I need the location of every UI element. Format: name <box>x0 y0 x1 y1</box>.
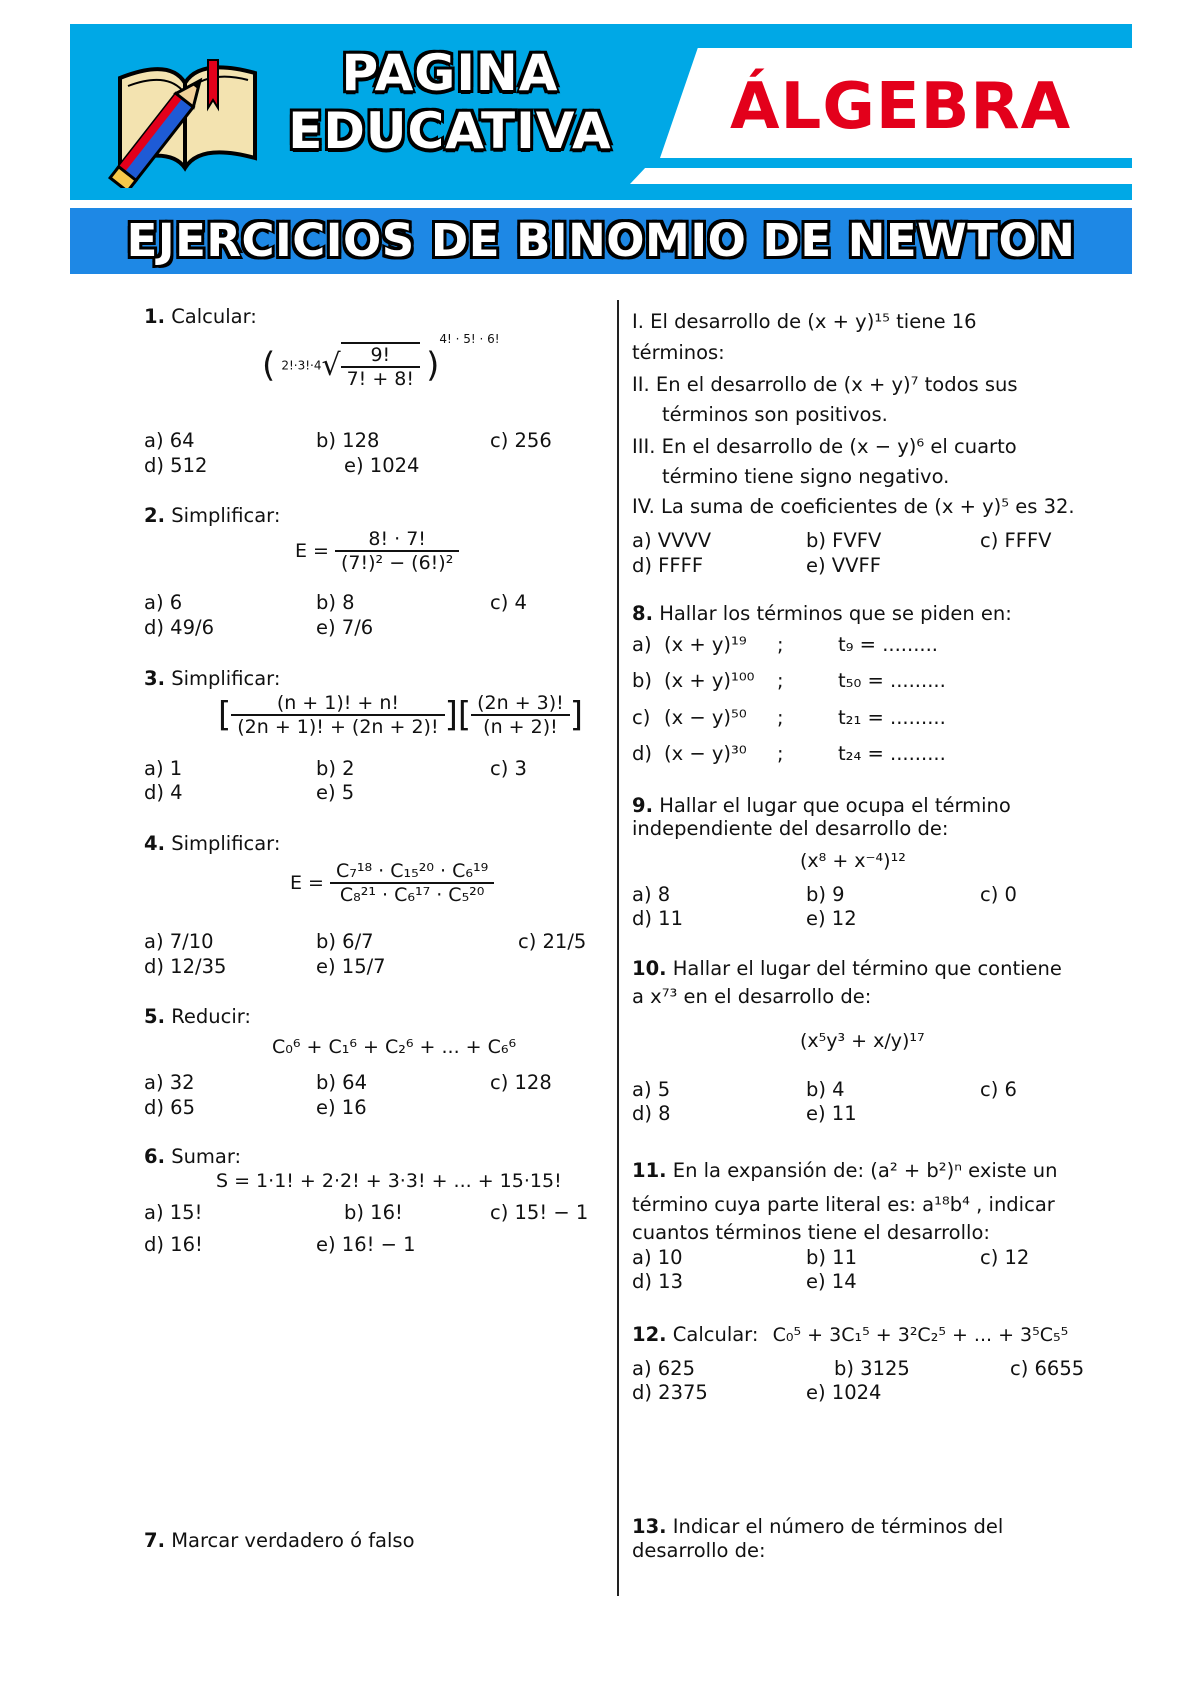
option-6a: a) 15! <box>144 1201 203 1224</box>
problem-text: En la expansión de: (a² + b²)ⁿ existe un <box>672 1159 1058 1182</box>
option-1a: a) 64 <box>144 429 195 452</box>
problem-number: 13. <box>632 1515 667 1538</box>
option-3d: d) 4 <box>144 781 183 804</box>
option-10c: c) 6 <box>980 1078 1017 1101</box>
option-4a: a) 7/10 <box>144 930 214 953</box>
bracket-close: ] <box>569 695 584 735</box>
numerator: C₇¹⁸ · C₁₅²⁰ · C₆¹⁹ <box>330 860 494 884</box>
option-3b: b) 2 <box>316 757 355 780</box>
book-pencil-logo-icon <box>90 38 275 188</box>
brand-line-2: EDUCATIVA <box>288 102 612 160</box>
problem-9-text-2: independiente del desarrollo de: <box>632 817 949 840</box>
option-12e: e) 1024 <box>806 1381 882 1404</box>
problem-text: Calcular: <box>171 305 257 328</box>
problem-text: Simplificar: <box>171 667 281 690</box>
problem-6-expression: S = 1·1! + 2·2! + 3·3! + ... + 15·15! <box>216 1170 562 1192</box>
problem-2-expression <box>295 528 459 574</box>
problem-text: Hallar los términos que se piden en: <box>659 602 1012 625</box>
fraction <box>341 342 420 390</box>
numerator: (n + 1)! + n! <box>231 692 444 716</box>
option-12d: d) 2375 <box>632 1381 708 1404</box>
option-5d: d) 65 <box>144 1096 195 1119</box>
p8-row-c <box>632 705 946 730</box>
numerator: 8! · 7! <box>335 528 459 552</box>
row-label: b) <box>632 669 652 692</box>
problem-11-text-3: cuantos términos tiene el desarrollo: <box>632 1221 990 1244</box>
option-6e: e) 16! − 1 <box>316 1233 416 1256</box>
column-divider <box>617 300 619 1596</box>
fraction-1 <box>231 692 444 738</box>
p8-row-d <box>632 741 946 766</box>
denominator: (7!)² − (6!)² <box>341 552 454 574</box>
row-term: t₅₀ = ......... <box>838 669 946 692</box>
option-9e: e) 12 <box>806 907 857 930</box>
brand-line-1: PAGINA <box>341 44 559 102</box>
problem-number: 9. <box>632 794 653 817</box>
problem-10-expression: (x⁵y³ + x/y)¹⁷ <box>800 1030 925 1052</box>
brand-logo-text <box>285 44 615 160</box>
option-4e: e) 15/7 <box>316 955 386 978</box>
option-4d: d) 12/35 <box>144 955 227 978</box>
option-10a: a) 5 <box>632 1078 671 1101</box>
problem-number: 1. <box>144 305 165 328</box>
numerator: 9! <box>341 344 420 368</box>
option-4b: b) 6/7 <box>316 930 374 953</box>
statement-2-cont: términos son positivos. <box>662 403 888 426</box>
problem-11-heading <box>632 1158 1058 1183</box>
problem-6-heading <box>144 1144 241 1169</box>
lhs: E = <box>295 540 329 562</box>
option-6b: b) 16! <box>344 1201 403 1224</box>
bracket-open: [ <box>218 695 232 735</box>
option-4c: c) 21/5 <box>518 930 587 953</box>
p8-row-a <box>632 632 938 657</box>
problem-number: 6. <box>144 1145 165 1168</box>
problem-3-expression <box>218 692 583 738</box>
page-title: EJERCICIOS DE BINOMIO DE NEWTON <box>126 214 1076 267</box>
option-11e: e) 14 <box>806 1270 857 1293</box>
denominator: (2n + 1)! + (2n + 2)! <box>237 716 439 738</box>
row-expr: (x + y)¹⁰⁰ <box>664 669 755 692</box>
root-index: 2!·3!·4 <box>281 358 322 373</box>
option-2c: c) 4 <box>490 591 527 614</box>
problem-10-text-2: a x⁷³ en el desarrollo de: <box>632 985 872 1008</box>
fraction-2 <box>471 692 570 738</box>
option-10d: d) 8 <box>632 1102 671 1125</box>
option-6c: c) 15! − 1 <box>490 1201 589 1224</box>
subject-title: ÁLGEBRA <box>730 70 1072 144</box>
option-2a: a) 6 <box>144 591 183 614</box>
option-9a: a) 8 <box>632 883 671 906</box>
p8-row-b <box>632 668 946 693</box>
problem-text: Simplificar: <box>171 832 281 855</box>
problem-text: Indicar el número de términos del <box>672 1515 1004 1538</box>
problem-number: 3. <box>144 667 165 690</box>
problem-10-heading <box>632 956 1062 981</box>
bracket-open: [ <box>457 695 472 735</box>
option-1e: e) 1024 <box>344 454 420 477</box>
problem-5-heading <box>144 1004 251 1029</box>
option-11c: c) 12 <box>980 1246 1030 1269</box>
option-11d: d) 13 <box>632 1270 683 1293</box>
statement-1: I. El desarrollo de (x + y)¹⁵ tiene 16 <box>632 310 977 333</box>
problem-13-text-2: desarrollo de: <box>632 1539 766 1562</box>
bracket-close: ] <box>444 695 458 735</box>
option-9d: d) 11 <box>632 907 683 930</box>
paren-close: ) <box>426 345 440 386</box>
problem-13-heading <box>632 1514 1003 1539</box>
header-white-stripe <box>630 168 1132 184</box>
option-11b: b) 11 <box>806 1246 857 1269</box>
problem-7-heading <box>144 1528 415 1553</box>
option-2e: e) 7/6 <box>316 616 374 639</box>
row-term: t₂₄ = ......... <box>838 742 946 765</box>
problem-5-expression: C₀⁶ + C₁⁶ + C₂⁶ + ... + C₆⁶ <box>272 1036 517 1058</box>
option-5b: b) 64 <box>316 1071 367 1094</box>
option-3c: c) 3 <box>490 757 527 780</box>
problem-number: 7. <box>144 1529 165 1552</box>
option-10b: b) 4 <box>806 1078 845 1101</box>
row-term: t₂₁ = ......... <box>838 706 946 729</box>
denominator: C₈²¹ · C₆¹⁷ · C₅²⁰ <box>339 884 485 906</box>
statement-4: IV. La suma de coeficientes de (x + y)⁵ es 32. <box>632 495 1075 518</box>
option-12a: a) 625 <box>632 1357 695 1380</box>
option-6d: d) 16! <box>144 1233 203 1256</box>
problem-number: 12. <box>632 1323 667 1346</box>
numerator: (2n + 3)! <box>471 692 570 716</box>
option-5c: c) 128 <box>490 1071 552 1094</box>
option-7c: c) FFFV <box>980 529 1052 552</box>
problem-9-expression: (x⁸ + x⁻⁴)¹² <box>800 850 906 872</box>
option-7d: d) FFFF <box>632 554 704 577</box>
problem-4-expression <box>290 860 494 906</box>
problem-2-heading <box>144 503 280 528</box>
problem-text: Calcular: <box>672 1323 759 1346</box>
problem-8-heading <box>632 601 1012 626</box>
paren-open: ( <box>262 345 276 386</box>
problem-number: 5. <box>144 1005 165 1028</box>
option-1c: c) 256 <box>490 429 552 452</box>
statement-1-cont: términos: <box>632 341 725 364</box>
problem-12-expression: C₀⁵ + 3C₁⁵ + 3²C₂⁵ + ... + 3⁵C₅⁵ <box>772 1324 1069 1346</box>
option-10e: e) 11 <box>806 1102 857 1125</box>
problem-12-heading <box>632 1322 1068 1348</box>
row-sep: ; <box>777 742 784 765</box>
option-7b: b) FVFV <box>806 529 882 552</box>
option-7e: e) VVFF <box>806 554 881 577</box>
problem-text: Sumar: <box>171 1145 242 1168</box>
problem-text: Reducir: <box>171 1005 251 1028</box>
denominator: 7! + 8! <box>346 367 415 390</box>
row-expr: (x − y)³⁰ <box>664 742 747 765</box>
option-12c: c) 6655 <box>1010 1357 1085 1380</box>
option-3a: a) 1 <box>144 757 183 780</box>
problem-number: 10. <box>632 957 667 980</box>
option-3e: e) 5 <box>316 781 355 804</box>
row-label: d) <box>632 742 652 765</box>
problem-4-heading <box>144 831 280 856</box>
problem-1-expression <box>262 332 500 390</box>
statement-3-cont: término tiene signo negativo. <box>662 465 950 488</box>
option-1b: b) 128 <box>316 429 380 452</box>
problem-number: 2. <box>144 504 165 527</box>
row-label: a) <box>632 633 652 656</box>
statement-2: II. En el desarrollo de (x + y)⁷ todos sus <box>632 373 1018 396</box>
row-sep: ; <box>777 706 784 729</box>
option-5a: a) 32 <box>144 1071 195 1094</box>
option-1d: d) 512 <box>144 454 208 477</box>
problem-text: Marcar verdadero ó falso <box>171 1529 415 1552</box>
option-2d: d) 49/6 <box>144 616 214 639</box>
problem-9-heading <box>632 793 1011 818</box>
lhs: E = <box>290 872 324 894</box>
fraction <box>330 860 494 906</box>
option-9c: c) 0 <box>980 883 1017 906</box>
row-sep: ; <box>777 633 784 656</box>
exponent: 4! · 5! · 6! <box>439 332 500 346</box>
denominator: (n + 2)! <box>483 716 558 738</box>
option-5e: e) 16 <box>316 1096 367 1119</box>
row-term: t₉ = ......... <box>838 633 938 656</box>
problem-number: 8. <box>632 602 653 625</box>
option-11a: a) 10 <box>632 1246 683 1269</box>
radical-icon: √ <box>321 348 341 383</box>
problem-number: 11. <box>632 1159 667 1182</box>
problem-text: Simplificar: <box>171 504 281 527</box>
option-12b: b) 3125 <box>834 1357 910 1380</box>
problem-1-heading <box>144 304 257 329</box>
row-expr: (x + y)¹⁹ <box>664 633 747 656</box>
option-2b: b) 8 <box>316 591 355 614</box>
problem-text: Hallar el lugar del término que contiene <box>672 957 1062 980</box>
option-9b: b) 9 <box>806 883 845 906</box>
problem-text: Hallar el lugar que ocupa el término <box>659 794 1011 817</box>
row-expr: (x − y)⁵⁰ <box>664 706 747 729</box>
row-sep: ; <box>777 669 784 692</box>
fraction <box>335 528 459 574</box>
statement-3: III. En el desarrollo de (x − y)⁶ el cuarto <box>632 435 1017 458</box>
problem-number: 4. <box>144 832 165 855</box>
option-7a: a) VVVV <box>632 529 712 552</box>
problem-11-text-2: término cuya parte literal es: a¹⁸b⁴ , indicar <box>632 1193 1055 1216</box>
row-label: c) <box>632 706 651 729</box>
problem-3-heading <box>144 666 280 691</box>
